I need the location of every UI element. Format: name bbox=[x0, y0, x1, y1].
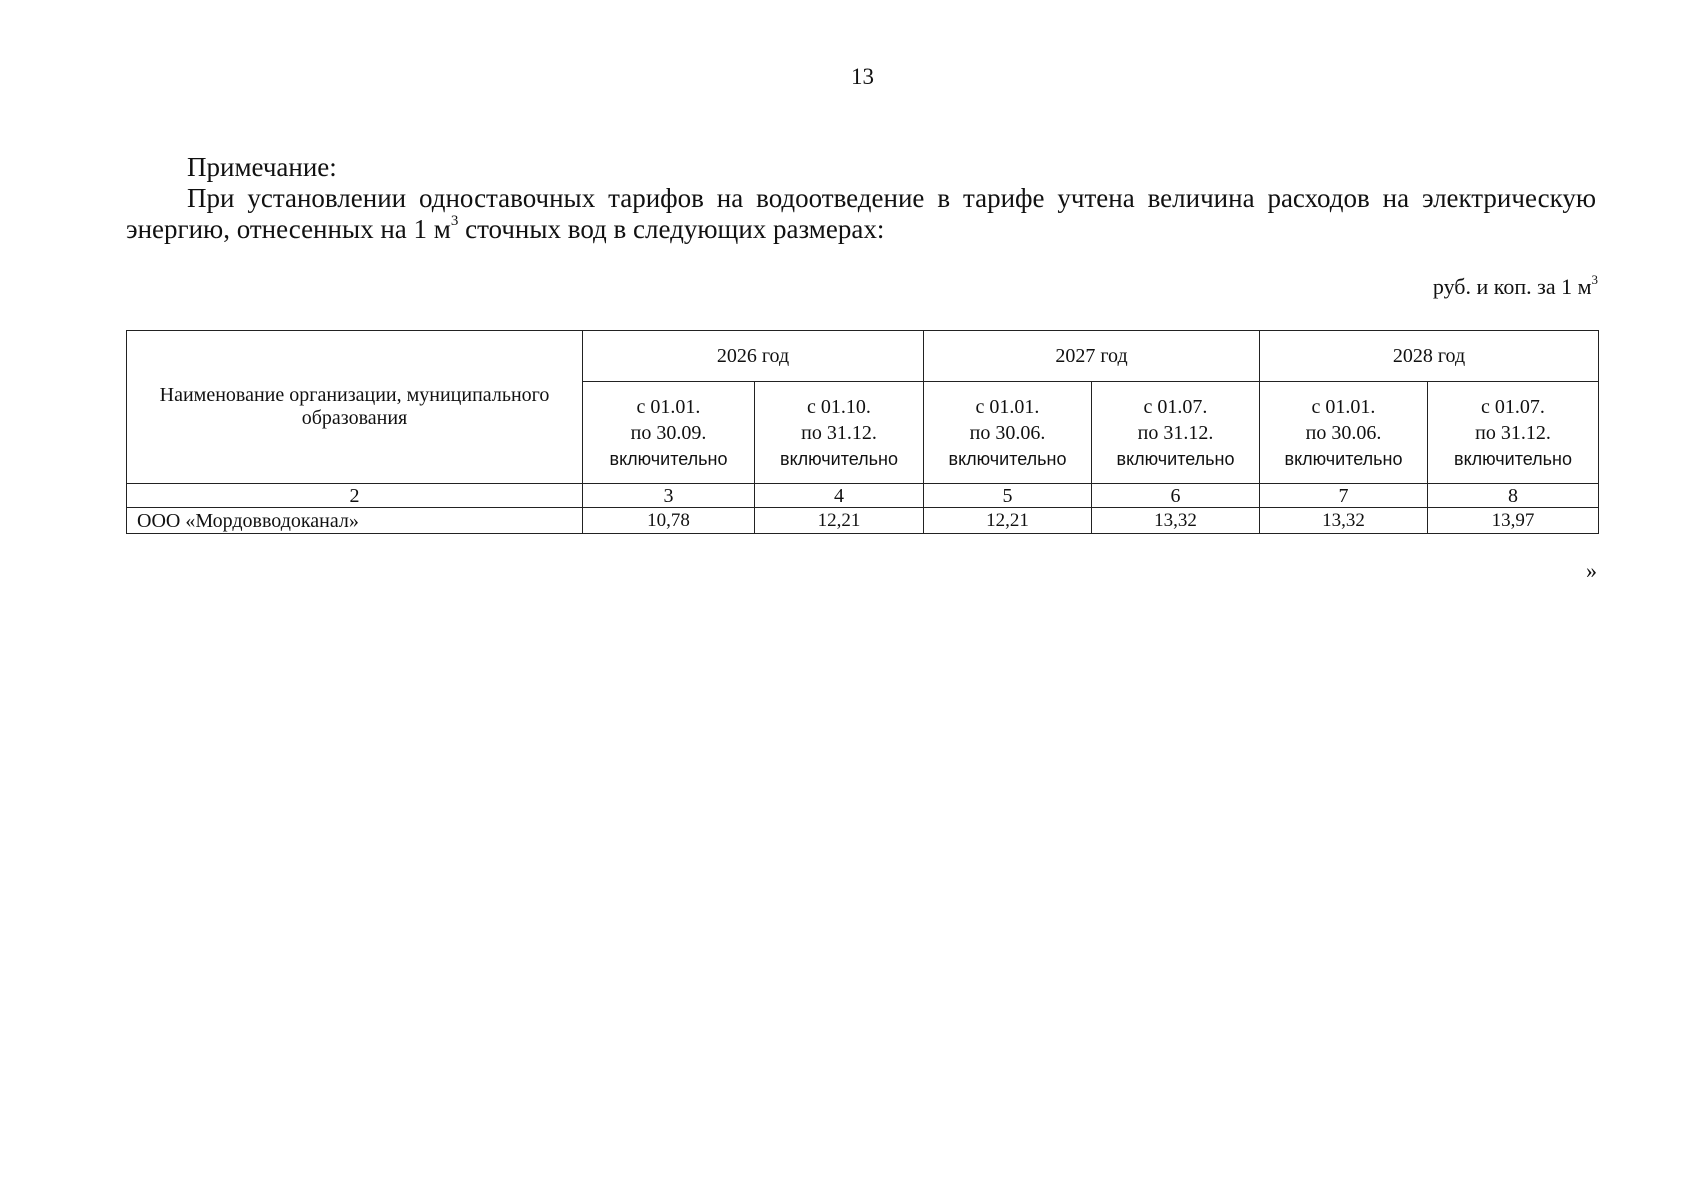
period-header bbox=[1260, 382, 1428, 484]
year-header-2028: 2028 год bbox=[1260, 331, 1599, 382]
column-number: 8 bbox=[1428, 484, 1599, 508]
period-from: с 01.01. bbox=[636, 395, 701, 418]
period-to: по 31.12. bbox=[801, 421, 877, 444]
column-number: 4 bbox=[755, 484, 924, 508]
period-header bbox=[924, 382, 1092, 484]
period-header bbox=[755, 382, 924, 484]
column-number: 7 bbox=[1260, 484, 1428, 508]
period-from: с 01.01. bbox=[975, 395, 1040, 418]
period-inclusive: включительно bbox=[948, 448, 1067, 469]
page-number: 13 bbox=[851, 64, 874, 89]
year-header-row bbox=[127, 331, 1599, 382]
note-text-main: При установлении одноставочных тарифов на водоотведение в тарифе учтена величина расходов на электрическую энергию, отнесенных на 1 м bbox=[126, 183, 1596, 244]
period-header bbox=[1428, 382, 1599, 484]
column-number: 2 bbox=[127, 484, 583, 508]
tariff-value: 12,21 bbox=[924, 508, 1092, 534]
tariff-value: 12,21 bbox=[755, 508, 924, 534]
note-heading: Примечание: bbox=[187, 152, 337, 182]
period-inclusive: включительно bbox=[1116, 448, 1235, 469]
period-from: с 01.01. bbox=[1311, 395, 1376, 418]
period-from: с 01.10. bbox=[807, 395, 871, 418]
tariff-value: 13,32 bbox=[1260, 508, 1428, 534]
tariff-value: 13,97 bbox=[1428, 508, 1599, 534]
period-to: по 31.12. bbox=[1137, 421, 1214, 444]
note-text bbox=[126, 183, 1596, 245]
period-header bbox=[583, 382, 755, 484]
units-superscript: 3 bbox=[1591, 272, 1598, 287]
organization-name: ООО «Мордовводоканал» bbox=[127, 508, 583, 534]
period-inclusive: включительно bbox=[780, 448, 898, 469]
period-to: по 31.12. bbox=[1475, 421, 1551, 444]
year-header-2027: 2027 год bbox=[924, 331, 1260, 382]
period-inclusive: включительно bbox=[1454, 448, 1572, 469]
column-number: 5 bbox=[924, 484, 1092, 508]
period-header bbox=[1092, 382, 1260, 484]
note-text-tail: сточных вод в следующих размерах: bbox=[458, 214, 885, 244]
year-header-2026: 2026 год bbox=[583, 331, 924, 382]
column-number: 6 bbox=[1092, 484, 1260, 508]
note-text-superscript: 3 bbox=[450, 213, 459, 229]
period-to: по 30.06. bbox=[1305, 421, 1382, 444]
period-from: с 01.07. bbox=[1481, 395, 1545, 418]
period-inclusive: включительно bbox=[609, 448, 728, 469]
tariff-table bbox=[126, 330, 1599, 534]
tariff-value: 13,32 bbox=[1092, 508, 1260, 534]
table-row bbox=[127, 508, 1599, 534]
column-number: 3 bbox=[583, 484, 755, 508]
period-to: по 30.09. bbox=[630, 421, 707, 444]
organization-column-header: Наименование организации, муниципального образования bbox=[127, 331, 583, 484]
units-label bbox=[1433, 274, 1598, 300]
period-from: с 01.07. bbox=[1143, 395, 1208, 418]
tariff-value: 10,78 bbox=[583, 508, 755, 534]
column-number-row bbox=[127, 484, 1599, 508]
units-text: руб. и коп. за 1 м bbox=[1432, 274, 1592, 299]
closing-quote: » bbox=[1586, 558, 1597, 583]
period-to: по 30.06. bbox=[969, 421, 1046, 444]
period-inclusive: включительно bbox=[1284, 448, 1403, 469]
